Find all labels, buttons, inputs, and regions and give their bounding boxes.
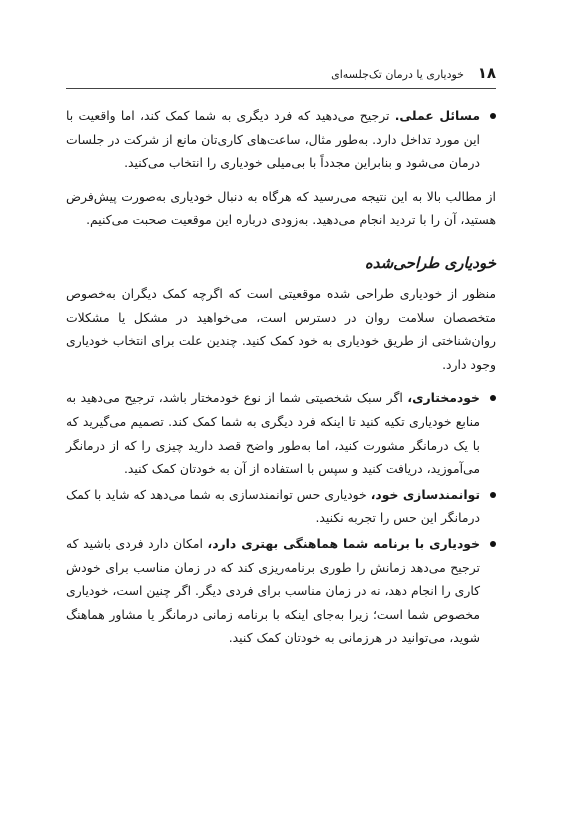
bullet-text: امکان دارد فردی باشید که ترجیح می‌دهد زمانش را طوری برنامه‌ریزی کند که در زمان مناسب برای خودش کاری را انجام دهد، نه در زمان مناسب برای فردی دیگر. اگر چنین است، خودیاری مخصوص شما است؛ زیرا به‌جای اینکه با برنامه زمانی درمانگر یا مشاور هماهنگ شوید، می‌توانید در هرزمانی به خودتان کمک کنید. [66, 535, 480, 646]
page-content [66, 104, 496, 650]
page-header [66, 62, 496, 89]
bullet-text: ترجیح می‌دهید که فرد دیگری به شما کمک کند، اما واقعیت با این مورد تداخل دارد. به‌طور مثال، ساعت‌های کاری‌تان مانع از شرکت در جلسات درمان می‌شود و بنابراین مجدداً با بی‌میلی خودیاری را انتخاب می‌کنید. [66, 108, 480, 171]
bullet-practical-issues [66, 104, 496, 175]
bullet-lead: توانمندسازی خود، [370, 486, 480, 502]
bullet-text: اگر سبک شخصیتی شما از نوع خودمختار باشد، ترجیح می‌دهید به منابع خودیاری تکیه کنید تا اینکه فرد دیگری به شما کمک کند. تصمیم می‌گیرید که با یک درمانگر مشورت کنید، اما به‌طور واضح قصد دارید چیزی را که از درمانگر می‌آموزید، دریافت کنید و سپس با استفاده از آن به خودتان کمک کنید. [66, 390, 480, 477]
bullet-lead: خودمختاری، [407, 390, 480, 406]
bullet-lead: مسائل عملی. [394, 108, 480, 123]
bullet-lead: خودیاری با برنامه شما هماهنگی بهتری دارد، [207, 535, 481, 551]
page-number: ۱۸ [477, 64, 496, 82]
section-heading: خودیاری طراحی‌شده [364, 253, 496, 272]
section-intro: منظور از خودیاری طراحی شده موقعیتی است که اگرچه کمک دیگران به‌خصوص متخصصان سلامت روان در دسترس است، می‌خواهید در مشکل یا مشکلات روان‌شناختی از طریق خودیاری به خود کمک کنید. چندین علت برای انتخاب خودیاری وجود دارد. [66, 285, 496, 372]
bullet-autonomy [66, 386, 496, 480]
paragraph: از مطالب بالا به این نتیجه می‌رسید که هرگاه به دنبال خودیاری به‌صورت پیش‌فرض هستید، آن را با تردید انجام می‌دهید. به‌زودی درباره این موقعیت صحبت می‌کنیم. [66, 188, 496, 228]
bullet-text: خودیاری حس توانمندسازی به شما می‌دهد که شاید با کمک درمانگر این حس را تجربه نکنید. [66, 486, 480, 526]
bullet-empowerment [66, 483, 496, 530]
running-title: خودیاری یا درمان تک‌جلسه‌ای [331, 68, 464, 81]
bullet-schedule [66, 532, 496, 650]
